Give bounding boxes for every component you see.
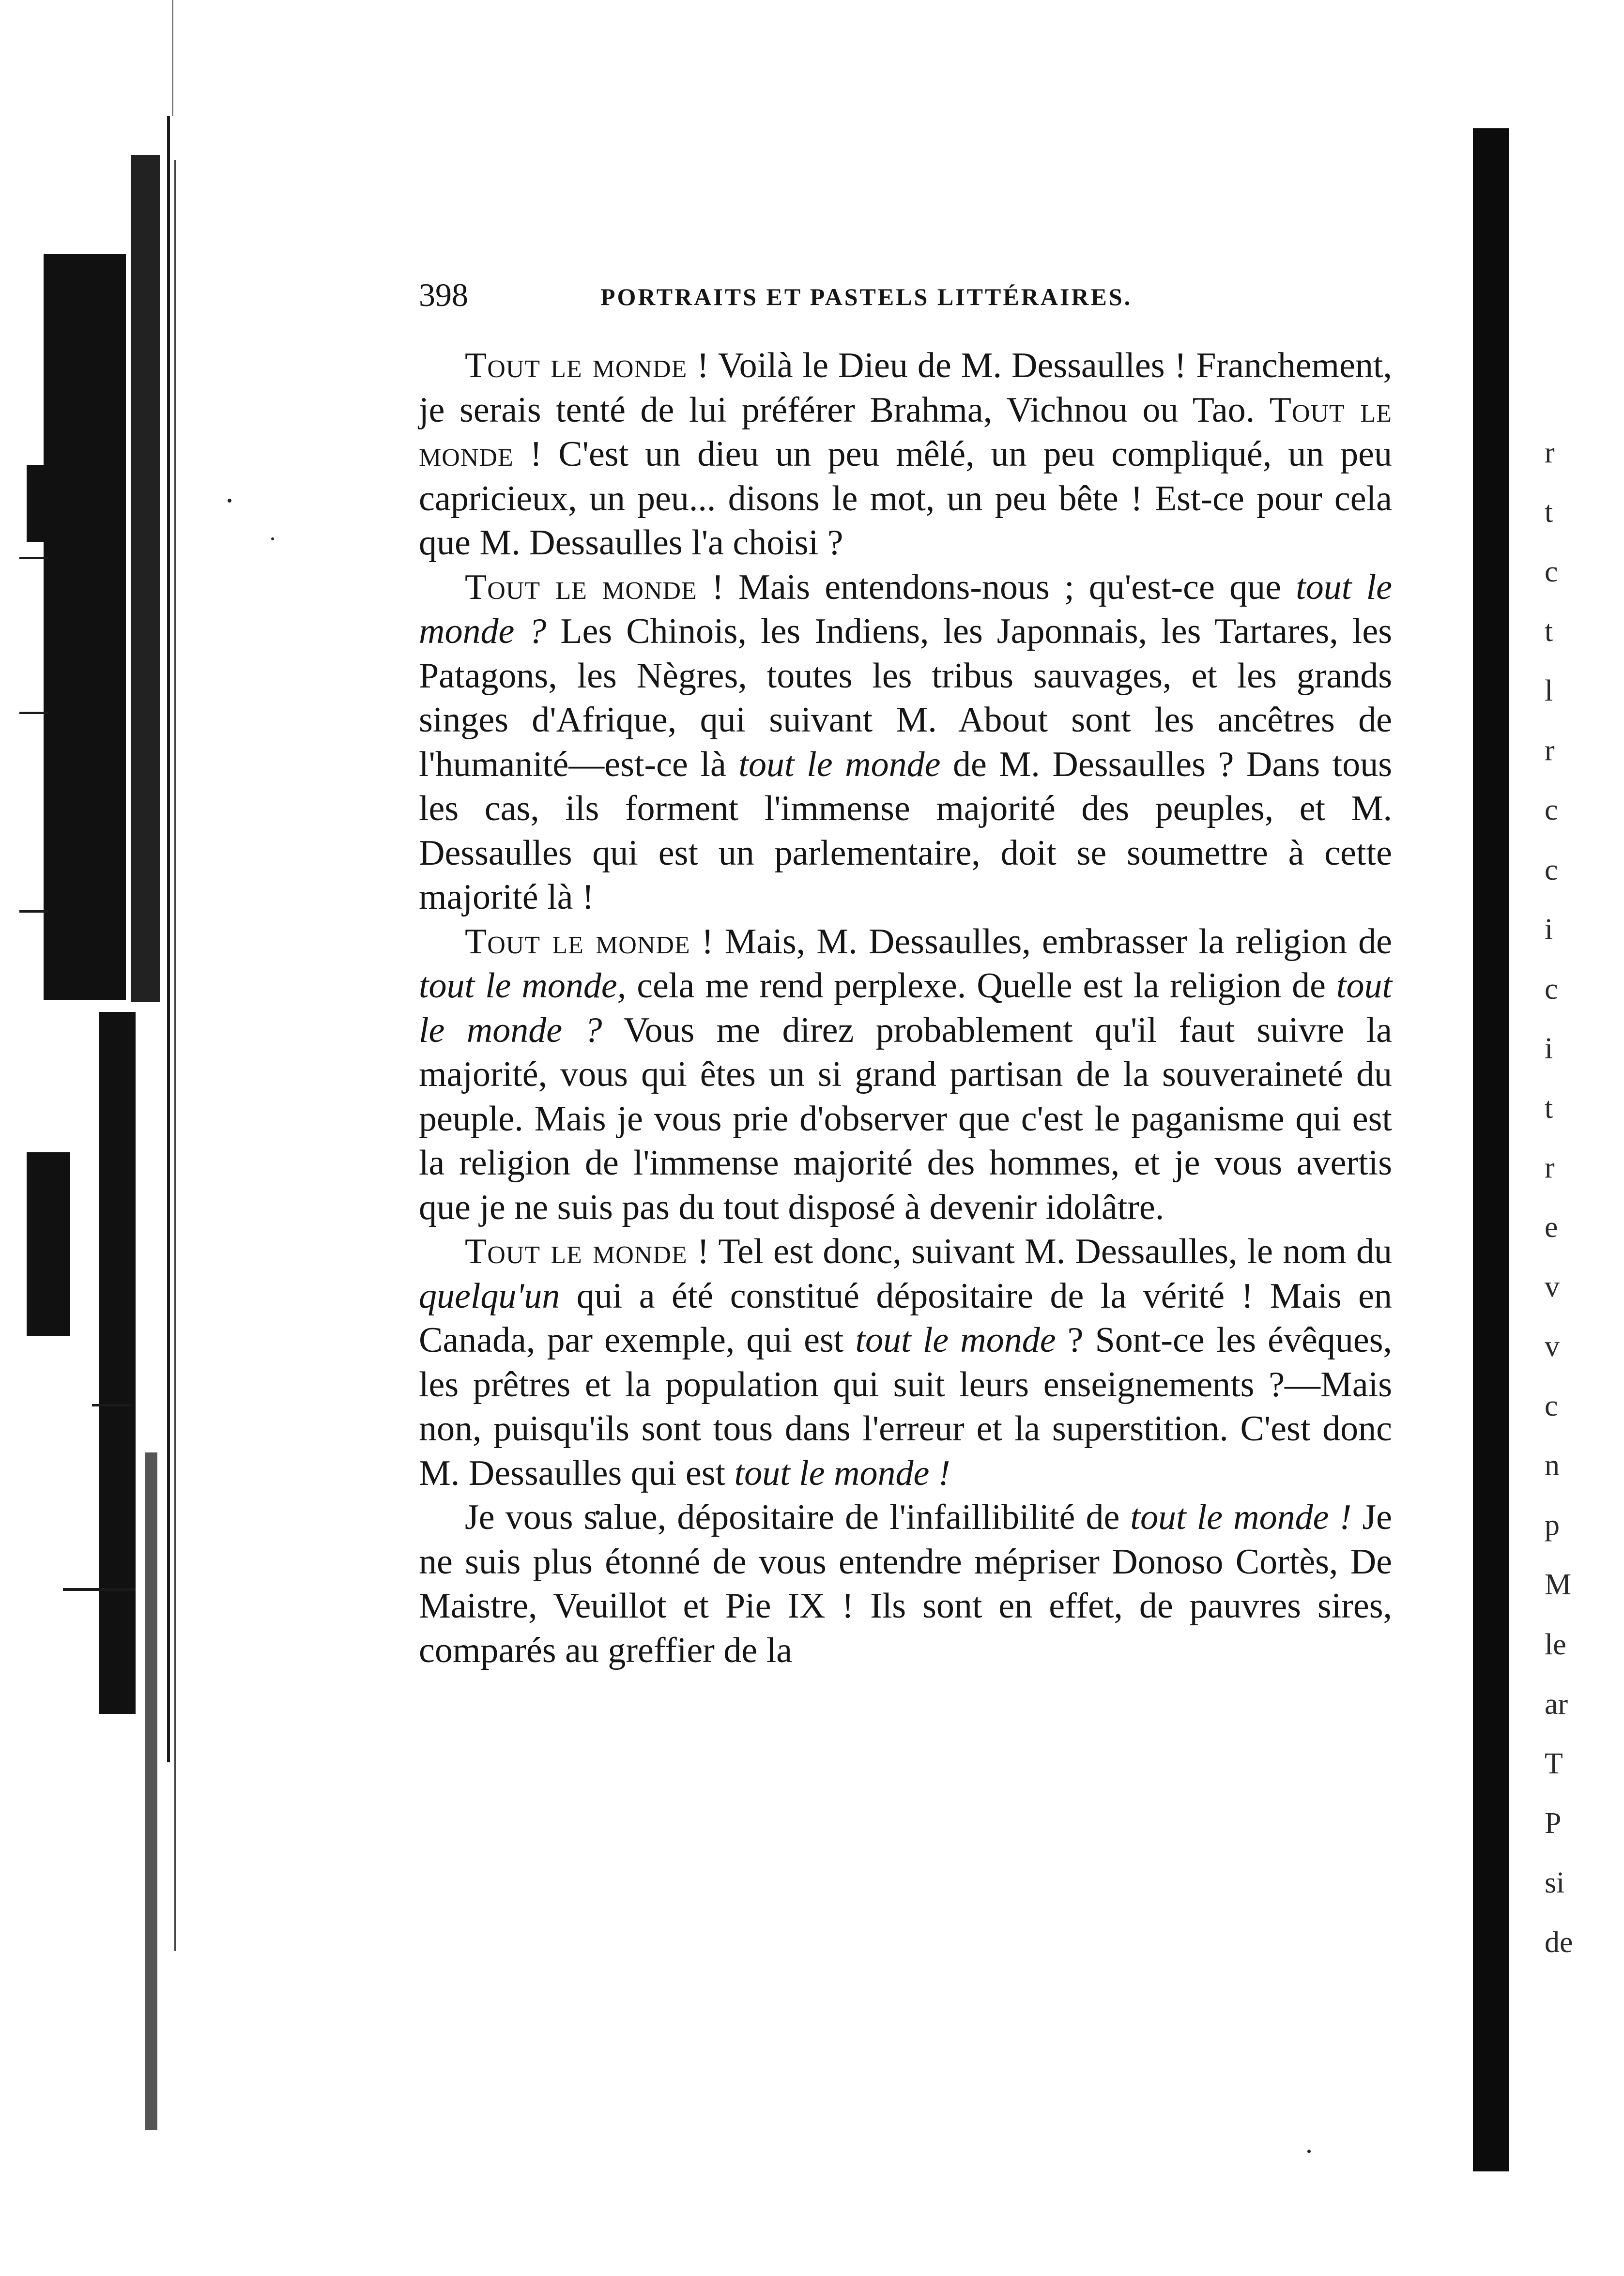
bleed-char: l (1545, 674, 1553, 707)
bleed-char: v (1545, 1330, 1560, 1363)
bleed-char: i (1545, 913, 1553, 946)
bleed-char: n (1545, 1449, 1560, 1482)
scan-block (27, 465, 53, 542)
gutter-tick (63, 1588, 136, 1591)
bleed-char: t (1545, 1092, 1553, 1125)
scan-block (131, 155, 160, 1002)
scan-block (27, 1152, 70, 1336)
speckle (228, 499, 231, 503)
bleed-char: c (1545, 1390, 1558, 1422)
small-caps-lead: Tout le monde (419, 390, 1392, 474)
paragraph-text: Vous me direz probablement qu'il faut suivre la majorité, vous qui êtes un si grand partisan de la souveraineté du peuple. Mais je vous prie d'observer que c'est le paganisme qui est la religion de l'immense majorité des hommes, et je vous avertis que je ne suis pas du tout disposé à devenir idolâtre. (419, 1010, 1392, 1227)
paragraph-text: ! Mais, M. Dessaulles, embrasser la religion de (701, 921, 1392, 962)
bleed-char: e (1545, 1211, 1558, 1244)
gutter-tick (19, 712, 48, 714)
speckle (1307, 2150, 1311, 2153)
gutter-tick (19, 910, 48, 913)
bleed-char: c (1545, 854, 1558, 886)
facing-page-bleed (1545, 436, 1617, 1985)
italic-phrase: tout le monde ! (734, 1453, 950, 1493)
paragraph (419, 565, 1392, 920)
paragraph-text: Je vous salue, dépositaire de l'infaillibilité de (465, 1497, 1131, 1537)
bleed-char: ar (1545, 1688, 1568, 1721)
bleed-char: si (1545, 1866, 1565, 1899)
bleed-char: r (1545, 734, 1555, 767)
bleed-char: i (1545, 1032, 1553, 1065)
bleed-char: le (1545, 1628, 1566, 1661)
bleed-char: p (1545, 1509, 1560, 1542)
bleed-char: c (1545, 973, 1558, 1006)
body-text (419, 344, 1392, 1673)
italic-phrase: tout le monde, (419, 966, 627, 1006)
italic-phrase: quelqu'un (419, 1276, 560, 1316)
bleed-char: v (1545, 1270, 1560, 1303)
italic-phrase: tout le monde ? (419, 966, 1393, 1050)
gutter-line (174, 160, 176, 1951)
paragraph-text: de M. Dessaulles ? Dans tous les cas, ils forment l'immense majorité des peuples, et M. Dessaulles qui est un parlementaire, doit se soumettre à cette majorité là ! (419, 744, 1393, 917)
scan-block (99, 1012, 136, 1714)
paragraph-text: Je ne suis plus étonné de vous entendre mépriser Donoso Cortès, De Maistre, Veuillot et Pie IX ! Ils sont en effet, de pauvres sires, comparés au greffier de la (419, 1497, 1392, 1670)
italic-phrase: tout le monde (738, 744, 941, 784)
bleed-char: de (1545, 1926, 1573, 1959)
bleed-char: c (1545, 555, 1558, 588)
page-header (419, 276, 1382, 320)
paragraph-text: ! Tel est donc, suivant M. Dessaulles, le nom du (697, 1232, 1392, 1271)
paragraph (419, 1496, 1392, 1673)
bleed-char: t (1545, 496, 1553, 529)
scan-block (44, 254, 126, 1000)
paragraph (419, 1230, 1392, 1496)
paragraph-text: ! Mais entendons-nous ; qu'est-ce que (712, 567, 1296, 607)
bleed-char: M (1545, 1568, 1572, 1601)
paragraph-text: ! Voilà le Dieu de M. Dessaulles ! Franchement, je serais tenté de lui préférer Brahma, Vichnou ou Tao. (419, 346, 1393, 430)
page-number: 398 (419, 276, 468, 313)
small-caps-lead: Tout le monde (465, 567, 697, 607)
gutter-tick (92, 1404, 131, 1406)
bleed-char: c (1545, 794, 1558, 826)
paragraph-text: cela me rend perplexe. Quelle est la religion de (626, 966, 1336, 1006)
bleed-char: r (1545, 1151, 1555, 1184)
paragraph-text: qui a été constitué dépositaire de la vérité ! Mais en Canada, par exemple, qui est (419, 1276, 1392, 1360)
paragraph-text: ! C'est un dieu un peu mêlé, un peu compliqué, un peu capricieux, un peu... disons le mot, un peu bête ! Est-ce pour cela que M. Dessaulles l'a choisi ? (419, 434, 1393, 563)
paragraph-text: ? Sont-ce les évêques, les prêtres et la population qui suit leurs enseignements ?—Mais non, puisqu'ils sont tous dans l'erreur et la superstition. C'est donc M. Dessaulles qui est (419, 1320, 1393, 1493)
small-caps-lead: Tout le monde (465, 346, 688, 385)
gutter-tick (19, 557, 48, 559)
gutter-strip (145, 1452, 157, 2130)
paragraph (419, 344, 1392, 565)
gutter-line (167, 116, 170, 1762)
italic-phrase: tout le monde ! (1130, 1497, 1352, 1537)
paragraph-text: Les Chinois, les Indiens, les Japonnais, les Tartares, les Patagons, les Nègres, toutes les tribus sauvages, et les grands singes d'Afrique, qui suivant M. About sont les ancêtres de l'humanité—est-ce là (419, 611, 1392, 784)
speckle (271, 537, 274, 540)
small-caps-lead: Tout le monde (465, 921, 690, 962)
running-title: PORTRAITS ET PASTELS LITTÉRAIRES. (600, 283, 1133, 310)
bleed-char: t (1545, 615, 1553, 648)
scan-right-edge-bar (1473, 128, 1509, 2171)
gutter-line (172, 0, 173, 116)
bleed-char: P (1545, 1807, 1562, 1840)
small-caps-lead: Tout le monde (465, 1232, 688, 1271)
italic-phrase: tout le monde (855, 1320, 1056, 1360)
italic-phrase: tout le monde ? (419, 567, 1393, 651)
bleed-char: r (1545, 436, 1555, 469)
paragraph (419, 920, 1392, 1230)
bleed-char: T (1545, 1747, 1563, 1780)
